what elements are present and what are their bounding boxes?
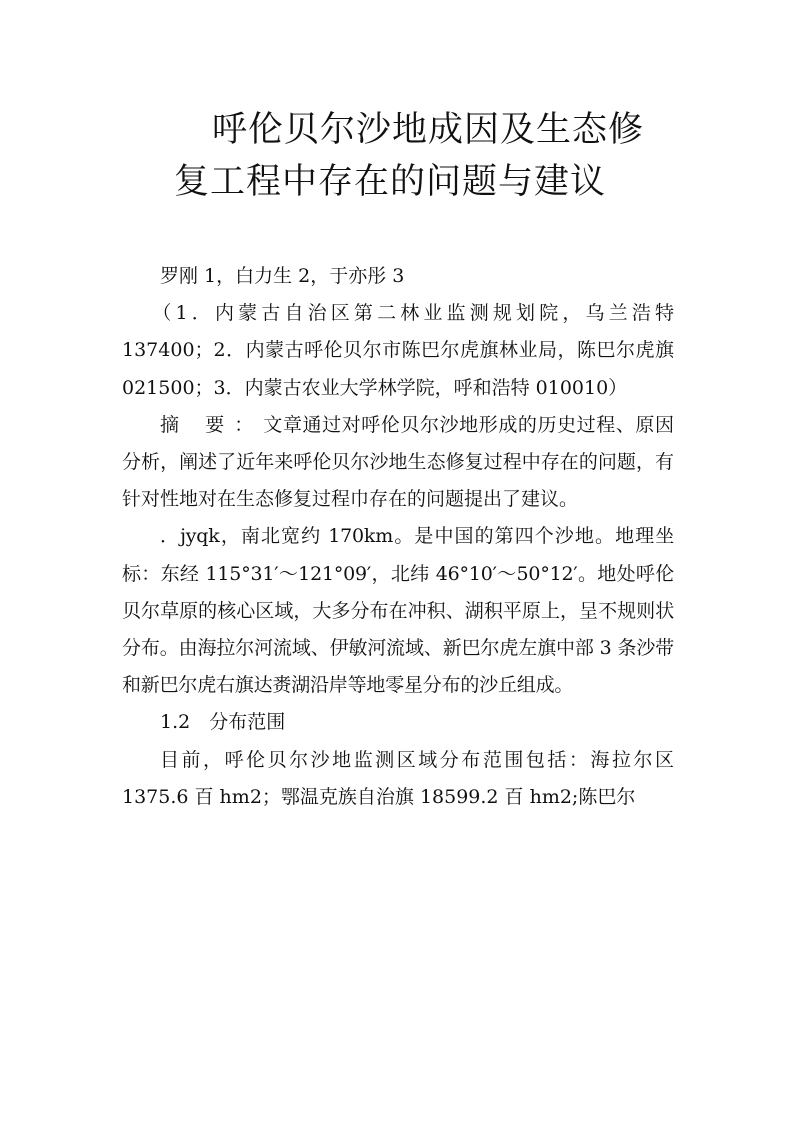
section-text: 目前，呼伦贝尔沙地监测区域分布范围包括：海拉尔区 1375.6 百 hm2；鄂温克族自治旗 18599.2 百 hm2;陈巴尔	[122, 748, 674, 808]
document-title	[174, 104, 694, 208]
abstract	[122, 407, 674, 519]
title-line-2: 复工程中存在的问题与建议	[174, 162, 607, 202]
section-heading: 1.2 分布范围	[160, 711, 286, 734]
abstract-text: 文章通过对呼伦贝尔沙地形成的历史过程、原因分析，阐述了近年来呼伦贝尔沙地生态修复过程中存在的问题，有针对性地对在生态修复过程巾存在的问题提出了建议。	[122, 413, 674, 511]
authors: 罗刚 1，白力生 2，于亦彤 3	[160, 265, 405, 287]
document-body	[122, 258, 674, 816]
title-line-1: 呼伦贝尔沙地成因及生态修	[212, 110, 645, 150]
abstract-label: 摘 要：	[160, 413, 264, 436]
body-paragraph: ．jyqk，南北宽约 170km。是中国的第四个沙地。地理坐标：东经 115°31′～121°09′，北纬 46°10′～50°12′。地处呼伦贝尔草原的核心区域，大多分布在冲积、湖积平原上，呈不规则状分布。由海拉尔河流域、伊敏河流域、新巴尔虎左旗中部 3 条沙带和新巴尔虎右旗达赉湖沿岸等地零星分布的沙丘组成。	[122, 525, 674, 697]
affiliation: （1．内蒙古自治区第二林业监测规划院，乌兰浩特 137400；2．内蒙古呼伦贝尔市陈巴尔虎旗林业局，陈巴尔虎旗 021500；3．内蒙古农业大学林学院，呼和浩特 010010）	[122, 302, 674, 399]
